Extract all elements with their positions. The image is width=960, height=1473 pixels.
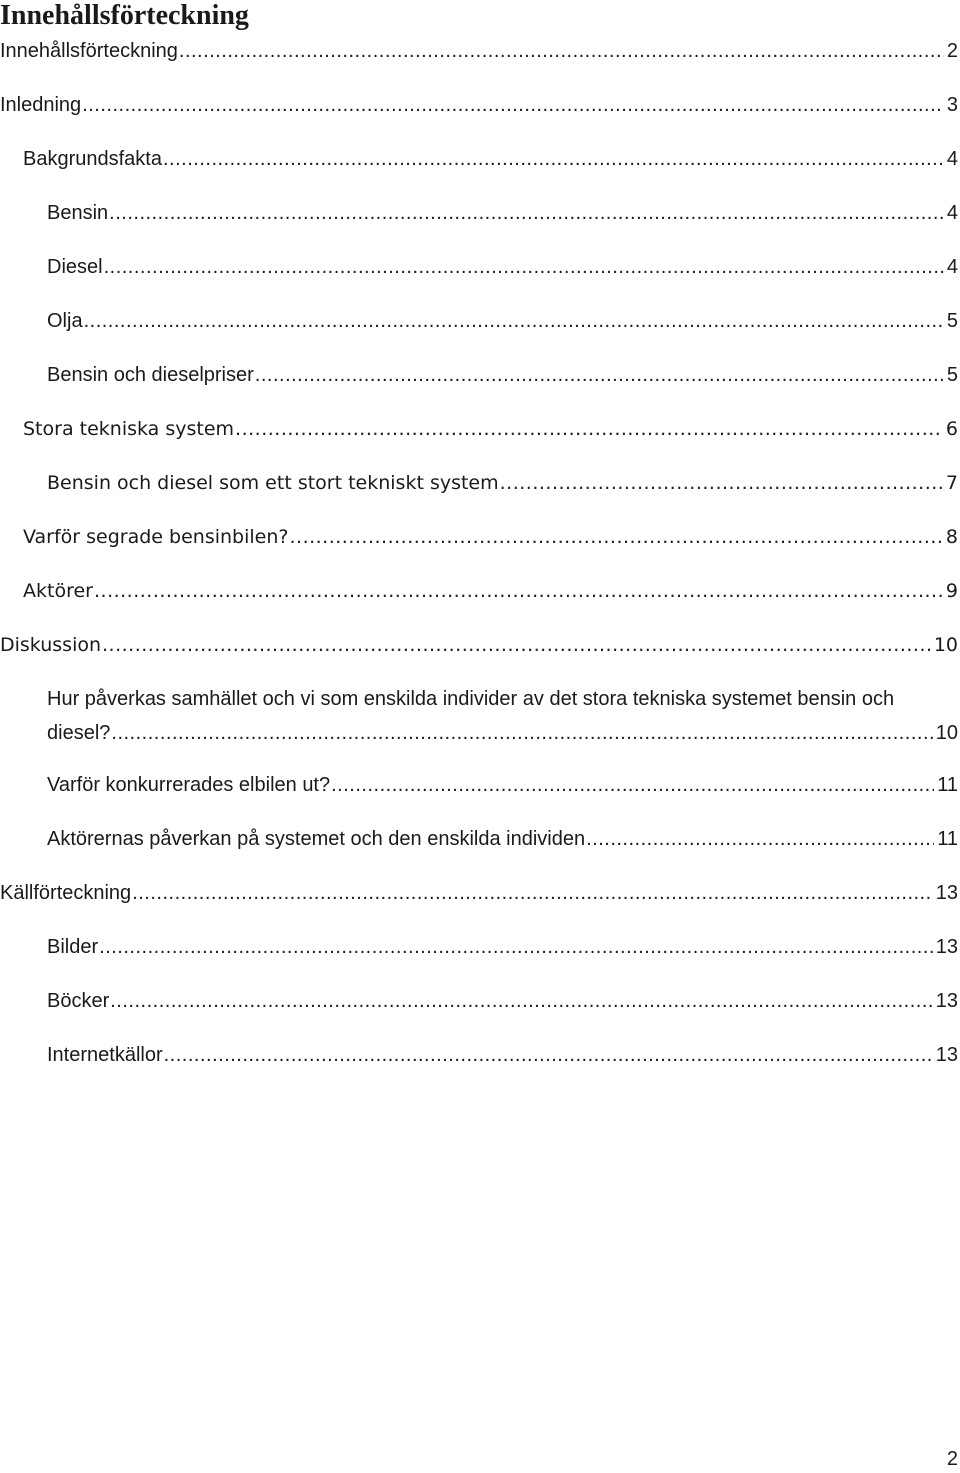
dot-leader [586,826,934,853]
toc-entry-kallforteckning[interactable] [0,880,958,907]
toc-entry-label: Diesel [47,256,103,278]
toc-entry-label: Bensin [47,202,109,224]
toc-entry-page: 4 [946,256,958,278]
toc-entry-label: Hur påverkas samhället och vi som enskilda individer av det stora tekniska systemet bensin och [47,688,895,710]
toc-entry-page: 2 [946,40,958,62]
toc-entry-olja[interactable] [47,308,958,335]
toc-entry-page: 8 [945,526,958,548]
toc-entry-label: Diskussion [0,634,102,656]
toc-entry-label: Inledning [0,94,82,116]
footer-page-number: 2 [946,1448,958,1470]
toc-entry-bensin[interactable] [47,200,958,227]
toc-entry-label: Olja [47,310,83,332]
dot-leader [110,988,933,1015]
dot-leader [99,934,933,961]
toc-entry-label: Källförteckning [0,882,132,904]
toc-entry-label: Böcker [47,990,110,1012]
dot-leader [500,470,943,497]
toc-entry-label: Aktörer [23,580,93,602]
dot-leader [82,92,944,119]
toc-entry-label: Aktörernas påverkan på systemet och den enskilda individen [47,828,586,850]
toc-entry-bensin-och-diesel-system[interactable] [47,470,958,497]
toc-entry-page: 10 [933,634,958,656]
toc-entry-stora-tekniska-system[interactable] [23,416,958,443]
toc-entry-internetkallor[interactable] [47,1042,958,1069]
toc-entry-page: 6 [945,418,958,440]
dot-leader [94,578,943,605]
toc-entry-page: 5 [946,364,958,386]
toc-entry-label: Internetkällor [47,1044,163,1066]
dot-leader [102,632,931,659]
toc-entry-label-continued: diesel? [47,722,111,744]
dot-leader [84,308,944,335]
toc-entry-bocker[interactable] [47,988,958,1015]
toc-entry-aktorer[interactable] [23,578,958,605]
toc-entry-page: 5 [946,310,958,332]
toc-entry-label: Bakgrundsfakta [23,148,162,170]
dot-leader [109,200,944,227]
toc-entry-label: Bilder [47,936,99,958]
dot-leader [163,146,944,173]
dot-leader [331,772,934,799]
toc-entry-page: 13 [935,936,958,958]
toc-entry-label: Bensin och dieselpriser [47,364,254,386]
toc-entry-bensin-och-dieselpriser[interactable] [47,362,958,389]
toc-entry-label: Varför konkurrerades elbilen ut? [47,774,331,796]
dot-leader [255,362,944,389]
toc-entry-hur-paverkas-samhallet[interactable] [47,686,958,747]
toc-entry-innehallsforteckning[interactable] [0,38,958,65]
dot-leader [289,524,942,551]
toc-entry-page: 13 [935,882,958,904]
toc-entry-inledning[interactable] [0,92,958,119]
toc-entry-page: 9 [945,580,958,602]
toc-entry-page: 13 [935,990,958,1012]
toc-entry-diesel[interactable] [47,254,958,281]
dot-leader [235,416,943,443]
toc-entry-label: Varför segrade bensinbilen? [23,526,289,548]
dot-leader [179,38,944,65]
toc-entry-page: 7 [945,472,958,494]
toc-entry-aktorernas-paverkan[interactable] [47,826,958,853]
toc-entry-page: 3 [946,94,958,116]
toc-entry-label: Bensin och diesel som ett stort tekniskt system [47,472,499,494]
dot-leader [104,254,944,281]
page-title: Innehållsförteckning [0,0,249,31]
toc-entry-page: 4 [946,202,958,224]
toc-entry-label: Innehållsförteckning [0,40,178,62]
toc-entry-bilder[interactable] [47,934,958,961]
dot-leader [111,720,932,747]
toc-entry-label: Stora tekniska system [23,418,235,440]
toc-entry-page: 4 [946,148,958,170]
toc-entry-bakgrundsfakta[interactable] [23,146,958,173]
toc-entry-page: 10 [935,722,958,744]
toc-entry-varfor-konkurrerades-elbilen-ut[interactable] [47,772,958,799]
toc-entry-page: 11 [937,774,958,796]
toc-entry-diskussion[interactable] [0,632,958,659]
toc-entry-page: 11 [937,828,958,850]
dot-leader [132,880,933,907]
toc-entry-page: 13 [935,1044,958,1066]
dot-leader [164,1042,933,1069]
toc-entry-varfor-segrade-bensinbilen[interactable] [23,524,958,551]
